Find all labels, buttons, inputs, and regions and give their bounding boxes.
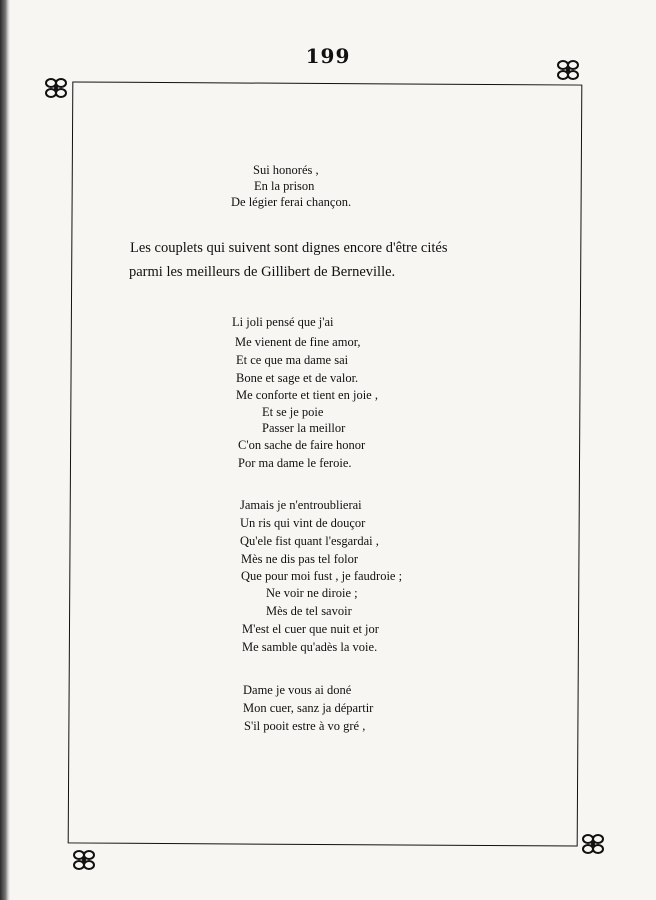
verse-line: Bone et sage et de valor.	[236, 371, 359, 385]
verse-line: Et ce que ma dame sai	[236, 353, 349, 367]
verse-line: Un ris qui vint de douçor	[240, 516, 366, 530]
verse-line: M'est el cuer que nuit et jor	[242, 622, 379, 636]
verse-line: Passer la meillor	[262, 421, 346, 435]
verse-line: En la prison	[254, 179, 315, 193]
verse-line: Mès ne dis pas tel folor	[241, 552, 358, 566]
verse-line: De légier ferai chançon.	[231, 195, 352, 209]
prose-line: parmi les meilleurs de Gillibert de Berneville.	[129, 264, 396, 280]
verse-line: S'il pooit estre à vo gré ,	[244, 719, 366, 733]
page-number: 199	[305, 44, 351, 68]
verse-line: C'on sache de faire honor	[238, 438, 366, 452]
verse-line: Jamais je n'entroublierai	[240, 498, 362, 512]
prose-line: Les couplets qui suivent sont dignes encore d'être cités	[130, 240, 448, 256]
verse-line: Por ma dame le feroie.	[238, 456, 352, 470]
verse-line: Mès de tel savoir	[266, 604, 352, 618]
verse-line: Dame je vous ai doné	[243, 683, 352, 697]
verse-line: Me samble qu'adès la voie.	[242, 640, 378, 654]
verse-line: Me conforte et tient en joie ,	[236, 388, 378, 402]
verse-line: Me vienent de fine amor,	[235, 335, 361, 349]
verse-line: Sui honorés ,	[253, 163, 319, 177]
verse-line: Que pour moi fust , je faudroie ;	[241, 569, 403, 583]
verse-line: Mon cuer, sanz ja départir	[243, 701, 374, 715]
verse-line: Li joli pensé que j'ai	[232, 315, 334, 329]
verse-line: Ne voir ne diroie ;	[266, 586, 358, 600]
verse-line: Et se je poie	[262, 405, 324, 419]
verse-line: Qu'ele fist quant l'esgardai ,	[240, 534, 379, 548]
